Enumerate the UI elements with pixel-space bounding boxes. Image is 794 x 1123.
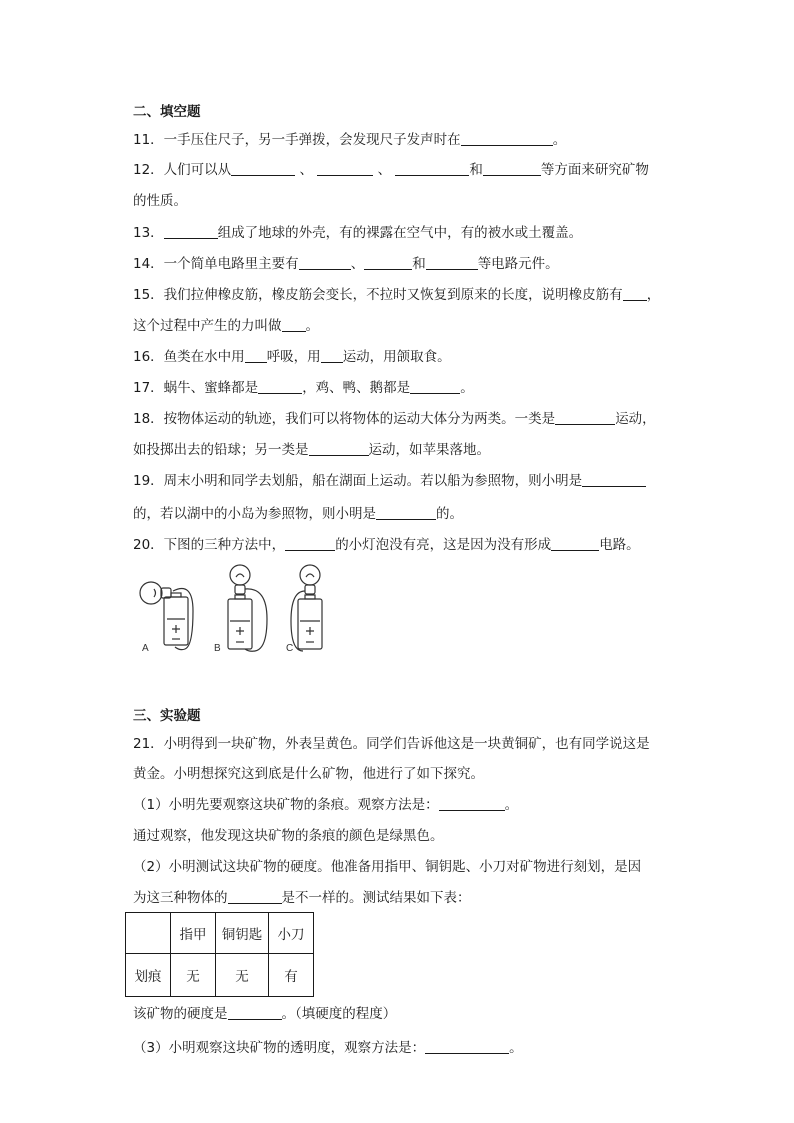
question-text: 等方面来研究矿物 [540, 162, 649, 178]
question-text: 的，若以湖中的小岛为参照物，则小明是 [133, 506, 376, 522]
question-20 [133, 536, 640, 554]
table-cell [126, 913, 171, 954]
question-text: 17．蜗牛、蜜蜂都是 [133, 380, 259, 396]
question-text: 该矿物的硬度是 [133, 1006, 228, 1022]
question-text: 如投掷出去的铅球；另一类是 [133, 442, 309, 458]
question-21-part2: （2）小明测试这块矿物的硬度。他准备用指甲、铜钥匙、小刀对矿物进行刻划，是因 [133, 859, 642, 875]
question-text: 19．周末小明和同学去划船，船在湖面上运动。若以船为参照物，则小明是 [133, 473, 583, 489]
question-text: 呼吸，用 [266, 349, 321, 365]
table-header-row [126, 913, 314, 954]
question-text: 为这三种物体的 [133, 890, 228, 906]
question-text: 、 [299, 162, 313, 178]
figure-label-b: B [214, 643, 221, 654]
question-12-line2: 的性质。 [133, 193, 187, 209]
question-18 [133, 410, 656, 428]
section-heading-fill-blank: 二、填空题 [133, 104, 201, 120]
table-cell: 划痕 [126, 954, 171, 997]
answer-blank[interactable] [410, 380, 460, 394]
question-text: 的小灯泡没有亮，这是因为没有形成 [335, 537, 552, 553]
question-19 [133, 472, 646, 490]
question-text: 18．按物体运动的轨迹，我们可以将物体的运动大体分为两类。一类是 [133, 411, 556, 427]
circuit-c-drawing [291, 565, 322, 651]
answer-blank[interactable] [364, 256, 412, 270]
question-text: 、 [377, 162, 392, 178]
question-21-part2-line2 [133, 889, 471, 907]
answer-blank[interactable] [258, 380, 302, 394]
question-15 [133, 286, 660, 304]
question-text: 、 [350, 256, 365, 272]
question-text: 11．一手压住尺子，另一手弹拨，会发现尺子发声时在 [133, 132, 461, 148]
question-text: 。 [460, 380, 474, 396]
answer-blank[interactable] [555, 411, 615, 425]
question-text: 20．下图的三种方法中， [133, 537, 286, 553]
question-21-part1-note: 通过观察，他发现这块矿物的条痕的颜色是绿黑色。 [133, 828, 444, 844]
question-text: 组成了地球的外壳，有的裸露在空气中，有的被水或土覆盖。 [217, 225, 583, 241]
hardness-result-table [125, 912, 314, 997]
table-row [126, 954, 314, 997]
circuit-a-drawing [140, 582, 193, 650]
table-cell: 小刀 [269, 913, 314, 954]
table-cell: 无 [216, 954, 269, 997]
answer-blank[interactable] [551, 537, 599, 551]
answer-blank[interactable] [317, 162, 373, 176]
question-text: （1）小明先要观察这块矿物的条痕。观察方法是： [133, 797, 439, 813]
question-text: 。 [305, 318, 319, 334]
question-text: 12．人们可以从 [133, 162, 232, 178]
question-text: 的。 [436, 506, 463, 522]
question-text: 。（填硬度的程度） [281, 1006, 397, 1022]
answer-blank[interactable] [164, 225, 218, 239]
question-text: 15．我们拉伸橡皮筋，橡皮筋会变长，不拉时又恢复到原来的长度，说明橡皮筋有 [133, 287, 623, 303]
answer-blank[interactable] [623, 287, 647, 301]
question-text: 这个过程中产生的力叫做 [133, 318, 282, 334]
question-text: （3）小明观察这块矿物的透明度，观察方法是： [133, 1040, 426, 1056]
answer-blank[interactable] [309, 442, 369, 456]
question-number: 13． [133, 225, 164, 241]
question-21-part1 [133, 796, 518, 814]
table-cell: 指甲 [171, 913, 216, 954]
question-19-line2 [133, 505, 463, 523]
answer-blank[interactable] [228, 890, 282, 904]
question-21-line2: 黄金。小明想探究这到底是什么矿物，他进行了如下探究。 [133, 766, 484, 782]
answer-blank[interactable] [299, 256, 351, 270]
answer-blank[interactable] [461, 132, 553, 146]
question-text: 14．一个简单电路里主要有 [133, 256, 299, 272]
answer-blank[interactable] [228, 1006, 282, 1020]
question-21-line1: 21．小明得到一块矿物，外表呈黄色。同学们告诉他这是一块黄铜矿，也有同学说这是 [133, 736, 650, 752]
question-13 [133, 224, 582, 242]
section-heading-experiment: 三、实验题 [133, 708, 201, 724]
question-21-part3 [133, 1039, 523, 1057]
answer-blank[interactable] [425, 1040, 509, 1054]
table-cell: 有 [269, 954, 314, 997]
question-text: 等电路元件。 [477, 256, 559, 272]
question-text: 。 [509, 1040, 523, 1056]
answer-blank[interactable] [245, 349, 267, 363]
question-18-line2 [133, 441, 490, 459]
answer-blank[interactable] [426, 256, 478, 270]
answer-blank[interactable] [285, 537, 335, 551]
question-14 [133, 255, 559, 273]
answer-blank[interactable] [582, 473, 646, 487]
circuit-b-drawing [228, 565, 267, 651]
question-text: ，鸡、鸭、鹅都是 [302, 380, 411, 396]
table-cell: 铜钥匙 [216, 913, 269, 954]
question-17 [133, 379, 474, 397]
question-11 [133, 131, 566, 149]
answer-blank[interactable] [395, 162, 469, 176]
question-text: 运动，用颌取食。 [342, 349, 451, 365]
question-text: 。 [552, 132, 567, 148]
question-text: 和 [469, 162, 483, 178]
question-text: ， [646, 287, 661, 303]
answer-blank[interactable] [483, 162, 541, 176]
question-text: 16．鱼类在水中用 [133, 349, 245, 365]
figure-label-a: A [142, 643, 149, 654]
question-15-line2 [133, 317, 319, 335]
question-21-part2-answer [133, 1005, 396, 1023]
answer-blank[interactable] [376, 506, 436, 520]
question-text: 是不一样的。测试结果如下表： [281, 890, 471, 906]
answer-blank[interactable] [321, 349, 343, 363]
question-text: 电路。 [599, 537, 640, 553]
question-12 [133, 161, 649, 179]
question-text: 。 [504, 797, 519, 813]
answer-blank[interactable] [231, 162, 295, 176]
table-cell: 无 [171, 954, 216, 997]
question-16 [133, 348, 451, 366]
question-text: 和 [412, 256, 426, 272]
question-text: 运动， [615, 411, 656, 427]
figure-label-c: C [286, 643, 294, 654]
answer-blank[interactable] [282, 318, 306, 332]
answer-blank[interactable] [439, 797, 505, 811]
circuit-figure [130, 563, 330, 658]
question-text: 运动，如苹果落地。 [368, 442, 490, 458]
